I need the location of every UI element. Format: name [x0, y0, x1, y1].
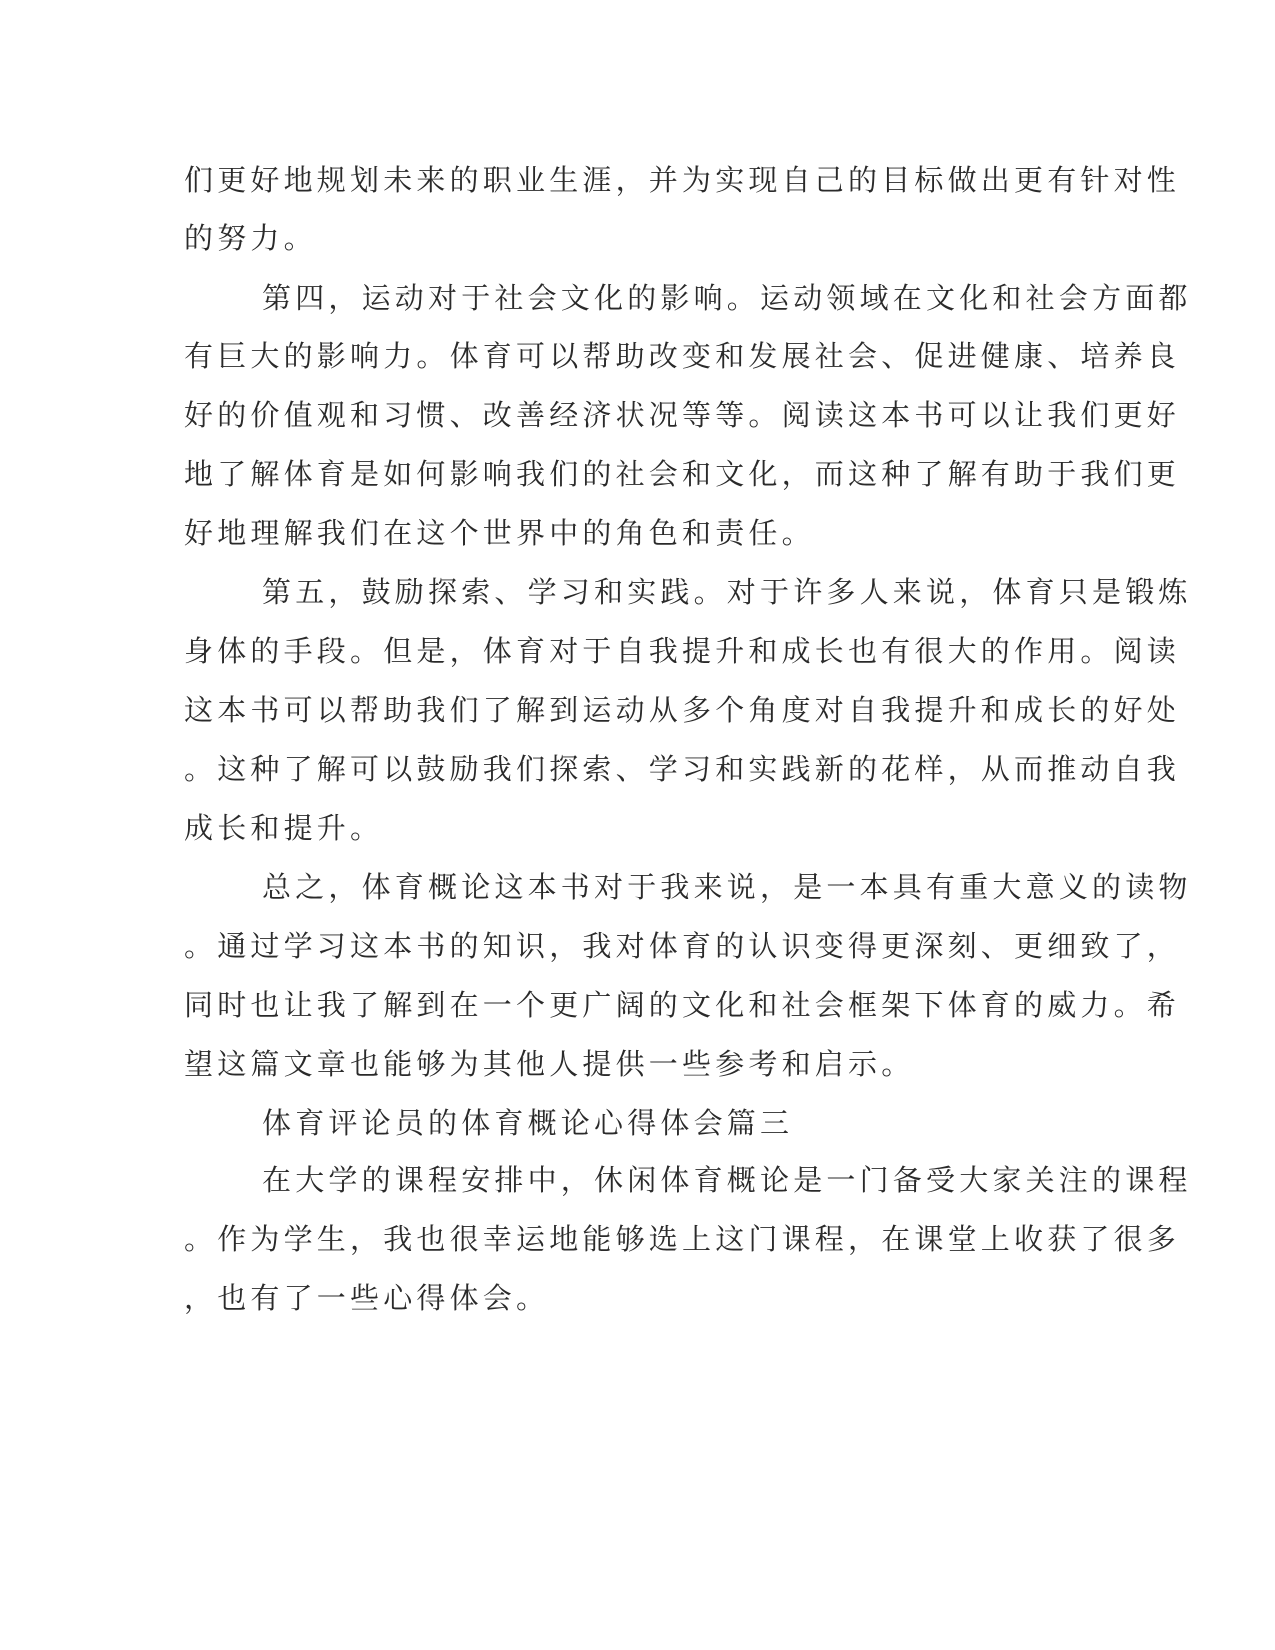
text-line: 有巨大的影响力。体育可以帮助改变和发展社会、促进健康、培养良	[184, 339, 1181, 373]
text-line: 身体的手段。但是，体育对于自我提升和成长也有很大的作用。阅读	[184, 634, 1181, 668]
section-heading: 体育评论员的体育概论心得体会篇三	[262, 1106, 794, 1140]
text-line: 。通过学习这本书的知识，我对体育的认识变得更深刻、更细致了，	[184, 929, 1181, 963]
text-line: 地了解体育是如何影响我们的社会和文化，而这种了解有助于我们更	[184, 457, 1181, 491]
text-line: 同时也让我了解到在一个更广阔的文化和社会框架下体育的威力。希	[184, 988, 1181, 1022]
text-line: 。作为学生，我也很幸运地能够选上这门课程，在课堂上收获了很多	[184, 1222, 1181, 1256]
text-line: 望这篇文章也能够为其他人提供一些参考和启示。	[184, 1047, 915, 1081]
paragraph-start-line: 在大学的课程安排中，休闲体育概论是一门备受大家关注的课程	[262, 1163, 1192, 1197]
text-line: 成长和提升。	[184, 811, 384, 845]
text-line: 。这种了解可以鼓励我们探索、学习和实践新的花样，从而推动自我	[184, 752, 1181, 786]
text-line: 的努力。	[184, 221, 317, 255]
paragraph-start-line: 第五，鼓励探索、学习和实践。对于许多人来说，体育只是锻炼	[262, 575, 1192, 609]
text-line: 好的价值观和习惯、改善经济状况等等。阅读这本书可以让我们更好	[184, 398, 1181, 432]
text-line: 们更好地规划未来的职业生涯，并为实现自己的目标做出更有针对性	[184, 163, 1181, 197]
text-line: ，也有了一些心得体会。	[184, 1281, 550, 1315]
text-line: 这本书可以帮助我们了解到运动从多个角度对自我提升和成长的好处	[184, 693, 1181, 727]
paragraph-start-line: 总之，体育概论这本书对于我来说，是一本具有重大意义的读物	[262, 870, 1192, 904]
text-line: 好地理解我们在这个世界中的角色和责任。	[184, 516, 815, 550]
paragraph-start-line: 第四，运动对于社会文化的影响。运动领域在文化和社会方面都	[262, 281, 1192, 315]
